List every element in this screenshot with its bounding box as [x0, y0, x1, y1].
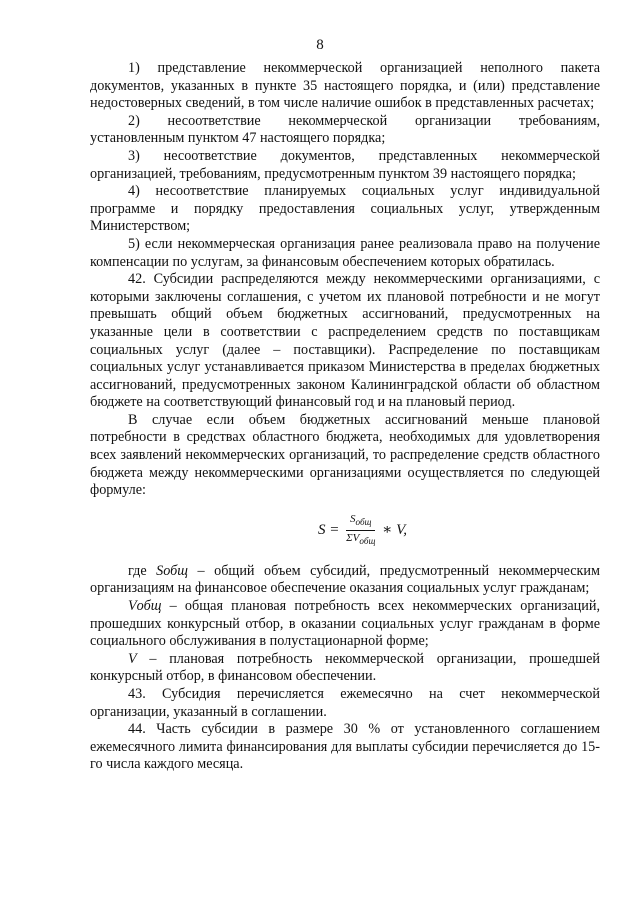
- paragraph-formula-intro: В случае если объем бюджетных ассигнований меньше плановой потребности в средствах областного бюджета, необходимых для удовлетворения всех заявлений некоммерческих организаций, то распределение средств областного бюджета между некоммерческими организациями осуществляется по следующей формуле:: [90, 411, 600, 499]
- paragraph-item-5: 5) если некоммерческая организация ранее реализовала право на получение компенсации по услугам, за финансовым обеспечением которых обратилась.: [90, 235, 600, 270]
- denominator-subscript: общ: [359, 536, 376, 547]
- definition-symbol: Sобщ: [156, 562, 188, 579]
- formula-denominator: [346, 531, 375, 548]
- paragraph-clause-42: 42. Субсидии распределяются между некоммерческими организациями, с которыми заключены соглашения, с учетом их плановой потребности и не могут превышать общий объем бюджетных ассигнований, предусмотренных на указанные цели в соответствии с распределением средств по поставщикам социальных услуг (далее – поставщики). Распределение по поставщикам социальных услуг устанавливается приказом Министерства в пределах бюджетных ассигнований, предусмотренных законом Калининградской области об областном бюджете на соответствующий финансовый год и на плановый период.: [90, 271, 600, 411]
- formula-lhs: S: [318, 521, 326, 538]
- paragraph-clause-43: 43. Субсидия перечисляется ежемесячно на счет некоммерческой организации, указанный в соглашении.: [90, 686, 600, 720]
- formula-block: [90, 513, 600, 547]
- definition-symbol: V: [128, 650, 137, 667]
- distribution-formula: [318, 513, 407, 548]
- formula-fraction: [346, 513, 375, 548]
- definition-text: – общая плановая потребность всех некоммерческих организаций, прошедших конкурсный отбор, в оказании социальных услуг гражданам в форме социального обслуживания в полустационарной форме;: [90, 598, 600, 650]
- paragraph-item-2: 2) несоответствие некоммерческой организации требованиям, установленным пунктом 47 настоящего порядка;: [90, 112, 600, 147]
- definition-text: – плановая потребность некоммерческой организации, прошедшей конкурсный отбор, в финансовом обеспечении.: [90, 650, 600, 685]
- numerator-symbol: S: [350, 512, 356, 525]
- definition-symbol: Vобщ: [128, 598, 162, 615]
- formula-rhs: V,: [396, 521, 408, 538]
- paragraph-item-3: 3) несоответствие документов, представленных некоммерческой организацией, требованиям, предусмотренным пунктом 39 настоящего порядка;: [90, 147, 600, 182]
- paragraph-item-1: 1) представление некоммерческой организацией неполного пакета документов, указанных в пункте 35 настоящего порядка, и (или) представление недостоверных сведений, в том числе наличие ошибок в представленных расчетах;: [90, 60, 600, 112]
- definition-lead: где: [128, 562, 157, 579]
- formula-times: ∗: [382, 521, 393, 538]
- definition-s-total: [90, 563, 600, 598]
- definition-v: [90, 651, 600, 686]
- denominator-symbol: ΣV: [346, 532, 360, 545]
- page-number: 8: [316, 37, 324, 53]
- formula-numerator: [346, 513, 375, 531]
- document-body: [90, 60, 600, 774]
- paragraph-clause-44: 44. Часть субсидии в размере 30 % от установленного соглашением ежемесячного лимита финансирования для выплаты субсидии перечисляется до 15-го числа каждого месяца.: [90, 721, 600, 773]
- paragraph-item-4: 4) несоответствие планируемых социальных услуг индивидуальной программе и порядку предоставления социальных услуг, утвержденным Министерством;: [90, 183, 600, 235]
- definition-v-total: [90, 598, 600, 651]
- formula-equals: =: [329, 521, 340, 538]
- definition-text: – общий объем субсидий, предусмотренный некоммерческим организациям на финансовое обеспечение оказания социальных услуг гражданам;: [90, 562, 600, 597]
- numerator-subscript: общ: [355, 517, 372, 528]
